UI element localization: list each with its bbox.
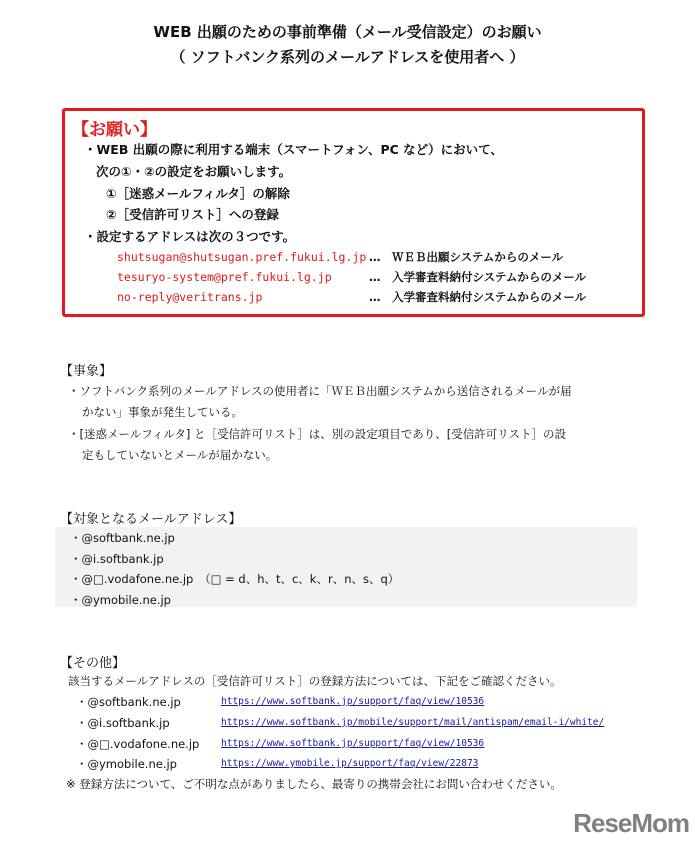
other-intro: 該当するメールアドレスの［受信許可リスト］の登録方法については、下記をご確認ください。 xyxy=(68,674,562,688)
resemom-logo: ReseMom xyxy=(573,808,689,838)
incident-heading: 【事象】 xyxy=(60,364,113,379)
incident-line: 定もしていないとメールが届かない。 xyxy=(82,448,278,462)
request-line: ・設定するアドレスは次の３つです。 xyxy=(84,229,296,244)
request-item: ①［迷惑メールフィルタ］の解除 xyxy=(106,186,290,201)
target-item: ・@ymobile.ne.jp xyxy=(70,593,171,607)
page-title: WEB 出願のための事前準備（メール受信設定）のお願い xyxy=(153,23,542,41)
incident-line: かない」事象が発生している。 xyxy=(82,405,243,419)
request-line: ・WEB 出願の際に利用する端末（スマートフォン、PC など）において、 xyxy=(84,142,503,157)
link-domain: ・@ymobile.ne.jp xyxy=(76,757,177,771)
link-domain: ・@□.vodafone.ne.jp xyxy=(76,737,200,751)
faq-link[interactable]: https://www.softbank.jp/support/faq/view/10536 xyxy=(221,696,485,707)
address-email: shutsugan@shutsugan.pref.fukui.lg.jp xyxy=(117,250,367,264)
targets-heading: 【対象となるメールアドレス】 xyxy=(60,512,242,527)
address-email: tesuryo-system@pref.fukui.lg.jp xyxy=(117,270,332,284)
incident-line: ・ソフトバンク系列のメールアドレスの使用者に「ＷＥＢ出願システムから送信されるメールが届 xyxy=(68,384,572,398)
incident-line: ・[迷惑メールフィルタ] と［受信許可リスト］は、別の設定項目であり、[受信許可リスト］の設 xyxy=(68,427,567,441)
target-item: ・@softbank.ne.jp xyxy=(70,531,175,545)
faq-link[interactable]: https://www.softbank.jp/mobile/support/mail/antispam/email-i/white/ xyxy=(221,717,605,728)
address-desc: … 入学審査料納付システムからのメール xyxy=(369,290,587,304)
request-item: ②［受信許可リスト］への登録 xyxy=(106,207,279,222)
page-subtitle: （ ソフトバンク系列のメールアドレスを使用者へ ） xyxy=(170,48,525,66)
request-heading: 【お願い】 xyxy=(72,120,157,140)
target-item: ・@□.vodafone.ne.jp （□ = d、h、t、c、k、r、n、s、q） xyxy=(70,572,400,586)
faq-link[interactable]: https://www.ymobile.jp/support/faq/view/22873 xyxy=(221,758,479,769)
address-desc: … 入学審査料納付システムからのメール xyxy=(369,270,587,284)
address-desc: … ＷＥＢ出願システムからのメール xyxy=(369,250,564,264)
link-domain: ・@i.softbank.jp xyxy=(76,716,170,730)
request-line: 次の①・②の設定をお願いします。 xyxy=(96,164,292,179)
address-email: no-reply@veritrans.jp xyxy=(117,290,263,304)
target-item: ・@i.softbank.jp xyxy=(70,552,164,566)
other-note: ※ 登録方法について、ご不明な点がありましたら、最寄りの携帯会社にお問い合わせください。 xyxy=(66,777,562,791)
link-domain: ・@softbank.ne.jp xyxy=(76,695,181,709)
other-heading: 【その他】 xyxy=(60,656,126,671)
faq-link[interactable]: https://www.softbank.jp/support/faq/view/10536 xyxy=(221,738,485,749)
